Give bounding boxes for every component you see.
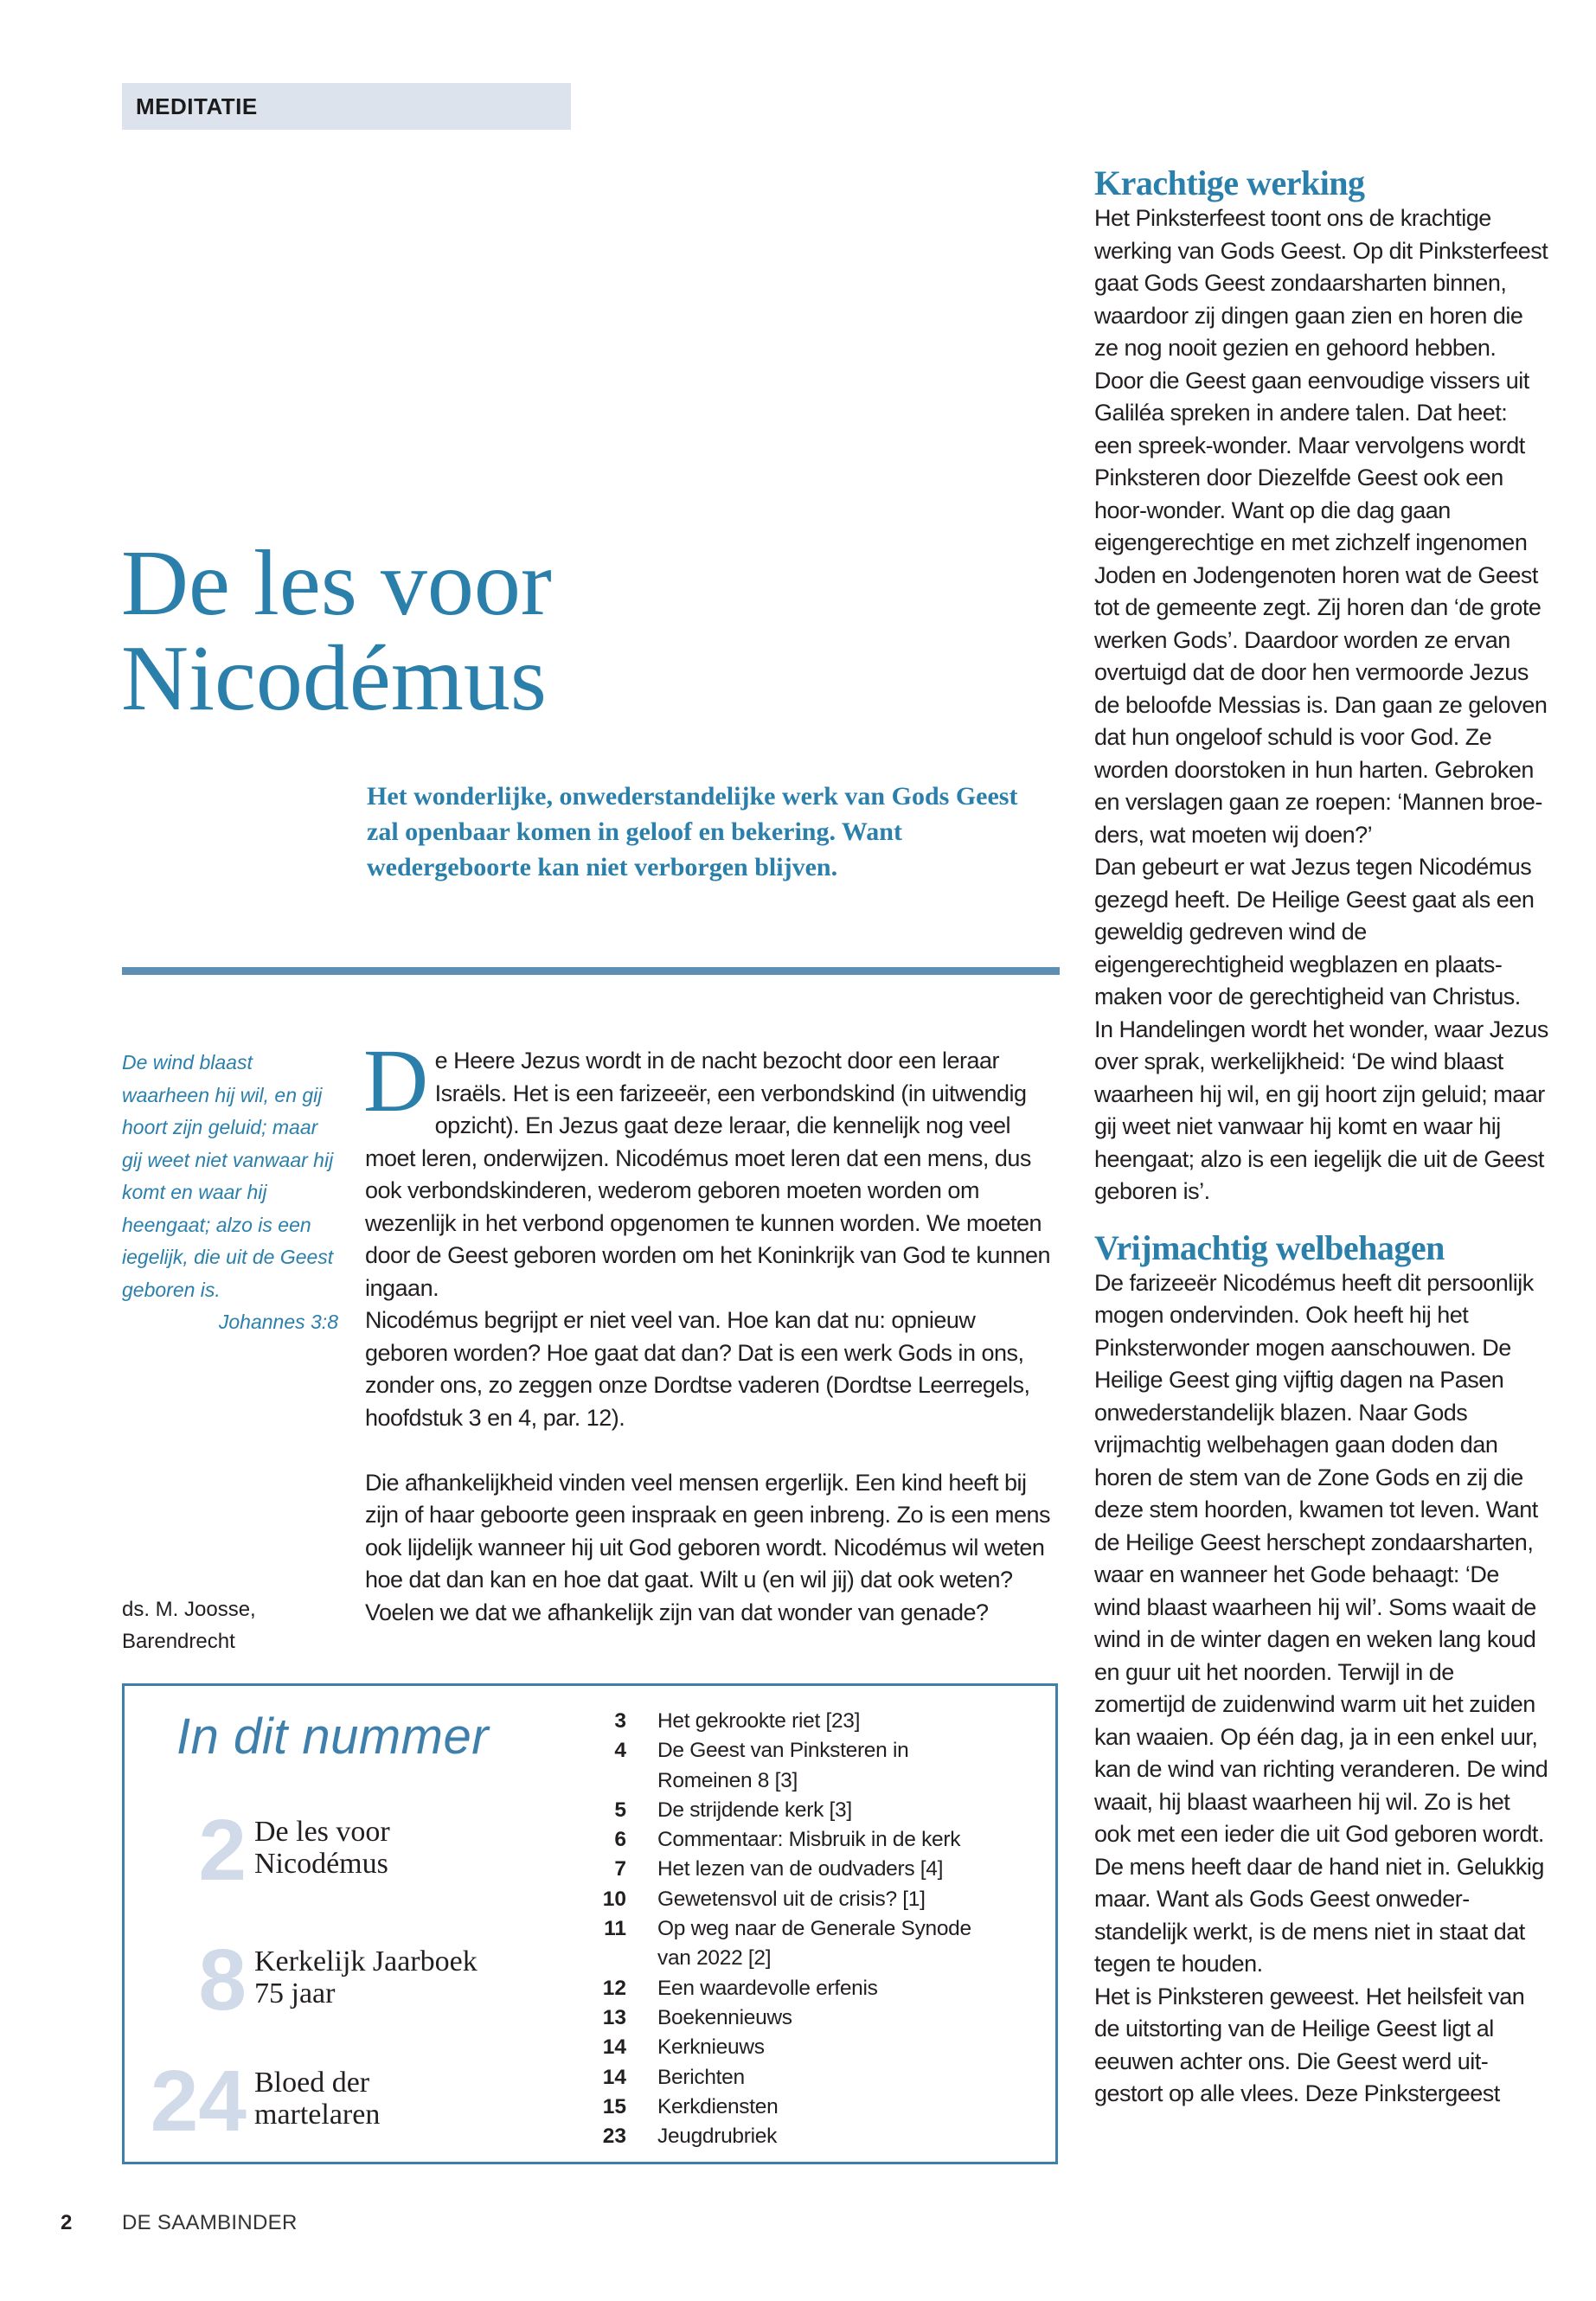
contents-item[interactable] (583, 1914, 1050, 1944)
right-paragraph-1: Het Pinksterfeest toont ons de krachtige werking van Gods Geest. Op dit Pinksterfeest gaat Gods Geest zondaarsharten binnen, waardoor zij dingen gaan zien en horen die ze nog nooit gezien en gehoord hebben. Door die Geest gaan eenvoudige vissers uit Galiléa spreken in andere talen. Dat heet: een spreek-wonder. Maar vervolgens wordt Pinksteren door Diezelfde Geest ook een hoor-wonder. Want op die dag gaan eigengerechtige en met zichzelf ingenomen Joden en Jodengenoten horen wat de Geest tot de gemeente zegt. Zij horen dan ‘de grote werken Gods’. Daardoor worden ze ervan overtuigd dat de door hen vermoorde Jezus de beloofde Messias is. Dan gaan ze geloven dat hun ongeloof schuld is voor God. Ze worden doorstoken in hun harten. Gebroken en verslagen gaan ze roepen: ‘Mannen broeders, wat moeten wij doen?’ (1094, 205, 1548, 848)
contents-page: 23 (602, 2125, 626, 2149)
quote-text: De wind blaast waarheen hij wil, en gij hoort zijn geluid; maar gij weet niet vanwaar hij komt en waar hij heengaat; alzo is een iegelijk, die uit de Geest geboren is. (122, 1051, 334, 1301)
contents-label: Kerknieuws (657, 2035, 765, 2060)
contents-label: Berichten (657, 2065, 745, 2089)
contents-item[interactable] (583, 1736, 1050, 1766)
contents-item[interactable] (583, 2033, 1050, 2062)
featured-title-line-2: 75 jaar (254, 1977, 336, 2009)
contents-list (583, 1707, 1050, 2151)
right-paragraph-2: Dan gebeurt er wat Jezus tegen Nicodémus gezegd heeft. De Heilige Geest gaat als een geweldig gedreven wind de eigengerechtigheid wegblazen en plaatsmaken voor de gerechtigheid van Christus. (1094, 854, 1535, 1009)
contents-page: 6 (614, 1828, 626, 1852)
contents-label: Boekennieuws (657, 2005, 792, 2029)
featured-page-number: 2 (198, 1802, 247, 1899)
contents-label: De Geest van Pinksteren in (657, 1739, 909, 1763)
author-byline (122, 1593, 347, 1657)
contents-item[interactable] (583, 2093, 1050, 2122)
contents-item[interactable] (583, 1796, 1050, 1825)
contents-page: 14 (602, 2035, 626, 2060)
divider-rule (122, 967, 1060, 975)
contents-page: 14 (602, 2065, 626, 2089)
featured-title-line-1: De les voor (254, 1816, 390, 1848)
contents-item[interactable] (583, 1855, 1050, 1884)
featured-title (254, 2067, 531, 2131)
subheading-krachtige-werking: Krachtige werking (1094, 163, 1365, 202)
contents-label: De strijdende kerk [3] (657, 1798, 852, 1822)
featured-page-number: 8 (198, 1932, 247, 2029)
featured-title (254, 1816, 531, 1880)
contents-label: Kerkdiensten (657, 2094, 779, 2118)
featured-title-line-1: Kerkelijk Jaarboek (254, 1945, 478, 1977)
featured-title (254, 1945, 531, 2009)
contents-label: Een waardevolle erfenis (657, 1976, 878, 2000)
main-paragraph-3: Die afhankelijkheid vinden veel mensen ergerlijk. Een kind heeft bij zijn of haar geboorte geen inspraak en geen inbreng. Zo is een mens ook lijdelijk wanneer hij uit God geboren wordt. Nicodémus wil weten hoe dat dan kan en hoe dat gaat. Wilt u (en wil jij) dat ook weten? Voelen we dat we afhankelijk zijn van dat wonder van genade? (365, 1469, 1051, 1625)
contents-page: 13 (602, 2005, 626, 2029)
contents-label: Het lezen van de oudvaders [4] (657, 1857, 944, 1881)
title-line-2: Nicodémus (121, 627, 547, 730)
article-intro: Het wonderlijke, onwederstandelijke werk van Gods Geest zal openbaar komen in geloof en bekering. Want wedergeboorte kan niet verborgen blijven. (367, 782, 1018, 881)
contents-title: In dit nummer (176, 1708, 490, 1765)
title-line-1: De les voor (121, 532, 552, 635)
contents-item[interactable] (583, 2122, 1050, 2151)
author-place: Barendrecht (122, 1630, 235, 1653)
drop-cap: D (363, 1031, 428, 1131)
featured-title-line-1: Bloed der (254, 2067, 370, 2099)
right-text-column (1094, 164, 1548, 2111)
contents-label: van 2022 [2] (657, 1946, 772, 1971)
featured-page-number: 24 (150, 2053, 247, 2150)
contents-label: Commentaar: Misbruik in de kerk (657, 1828, 961, 1852)
contents-page (583, 1944, 626, 1973)
page-number: 2 (61, 2211, 73, 2234)
contents-page: 10 (602, 1887, 626, 1911)
contents-label: Gewetensvol uit de crisis? [1] (657, 1887, 926, 1911)
contents-item-continued[interactable] (583, 1766, 1050, 1796)
contents-item[interactable] (583, 1707, 1050, 1736)
article-title (121, 532, 727, 730)
contents-item-continued[interactable] (583, 1944, 1050, 1973)
main-text-column (363, 1031, 1057, 1629)
contents-label: Romeinen 8 [3] (657, 1768, 798, 1792)
contents-label: Op weg naar de Generale Synode (657, 1917, 971, 1941)
contents-label: Het gekrookte riet [23] (657, 1709, 861, 1733)
contents-page: 4 (614, 1739, 626, 1763)
bible-quote (122, 1047, 338, 1339)
featured-title-line-2: Nicodémus (254, 1848, 388, 1880)
contents-item[interactable] (583, 1825, 1050, 1855)
right-paragraph-4: De farizeeër Nicodémus heeft dit persoonlijk mogen ondervinden. Ook heeft hij het Pinksterwonder mogen aanschouwen. De Heilige Geest ging vijftig dagen na Pasen onwederstandelijk blazen. Naar Gods vrijmachtig welbehagen gaan doden dan horen de stem van de Zone Gods en zij die deze stem hoorden, kwamen tot leven. Want de Heilige Geest herschept zondaarsharten, waar en wanneer het Gode behaagt: ‘De wind blaast waarheen hij wil’. Soms waait de wind in de winter dagen en weken lang koud en guur uit het noorden. Terwijl in de zomertijd de zuidenwind warm uit het zuiden kan waaien. Op één dag, ja in een enkel uur, kan de wind van richting veranderen. De wind waait, hij blaast waarheen hij wil. Zo is het ook met een ieder die uit God geboren wordt. De mens heeft daar de hand niet in. Gelukkig maar. Want als Gods Geest onwederstandelijk werkt, is de mens niet in staat dat tegen te houden. (1094, 1269, 1548, 1977)
contents-page: 15 (602, 2094, 626, 2118)
main-paragraph-2: Nicodémus begrijpt er niet veel van. Hoe kan dat nu: opnieuw geboren worden? Hoe gaat dat dan? Dat is een werk Gods in ons, zonder ons, zo zeggen onze Dordtse vaderen (Dordtse Leerregels, hoofdstuk 3 en 4, par. 12). (365, 1307, 1030, 1431)
main-paragraph-1: e Heere Jezus wordt in de nacht bezocht door een leraar Israëls. Het is een farizeeër, een verbondskind (in uitwendig opzicht). En Jezus gaat deze leraar, die kennelijk nog veel moet leren, onderwijzen. Nicodémus moet leren dat een mens, dus ook verbondskinderen, wederom geboren moeten worden om wezenlijk in het verbond opgenomen te kunnen worden. We moeten door de Geest geboren worden om het Koninkrijk van God te kunnen ingaan. (365, 1048, 1051, 1301)
contents-page: 11 (604, 1917, 626, 1941)
magazine-name: DE SAAMBINDER (122, 2211, 298, 2234)
contents-box (122, 1683, 1058, 2164)
contents-page: 7 (614, 1857, 626, 1881)
right-paragraph-5: Het is Pinksteren geweest. Het heilsfeit van de uitstorting van de Heilige Geest ligt al eeuwen achter ons. Die Geest werd uitgestort op alle vlees. Deze Pinkstergeest (1094, 1983, 1525, 2106)
subheading-vrijmachtig-welbehagen: Vrijmachtig welbehagen (1094, 1227, 1445, 1267)
contents-page: 5 (614, 1798, 626, 1822)
contents-item[interactable] (583, 2063, 1050, 2093)
quote-reference: Johannes 3:8 (218, 1311, 338, 1333)
author-name: ds. M. Joosse, (122, 1598, 256, 1621)
contents-page (583, 1766, 626, 1796)
section-tag: MEDITATIE (122, 83, 571, 130)
contents-page: 3 (614, 1709, 626, 1733)
right-paragraph-3: In Handelingen wordt het wonder, waar Jezus over sprak, werkelijkheid: ‘De wind blaast waarheen hij wil, en gij hoort zijn geluid; maar gij weet niet vanwaar hij komt en waar hij heengaat; alzo is een iegelijk die uit de Geest geboren is’. (1094, 1016, 1548, 1204)
featured-title-line-2: martelaren (254, 2099, 381, 2131)
contents-item[interactable] (583, 1885, 1050, 1914)
contents-item[interactable] (583, 1974, 1050, 2003)
contents-label: Jeugdrubriek (657, 2125, 778, 2149)
contents-item[interactable] (583, 2003, 1050, 2033)
contents-page: 12 (602, 1976, 626, 2000)
